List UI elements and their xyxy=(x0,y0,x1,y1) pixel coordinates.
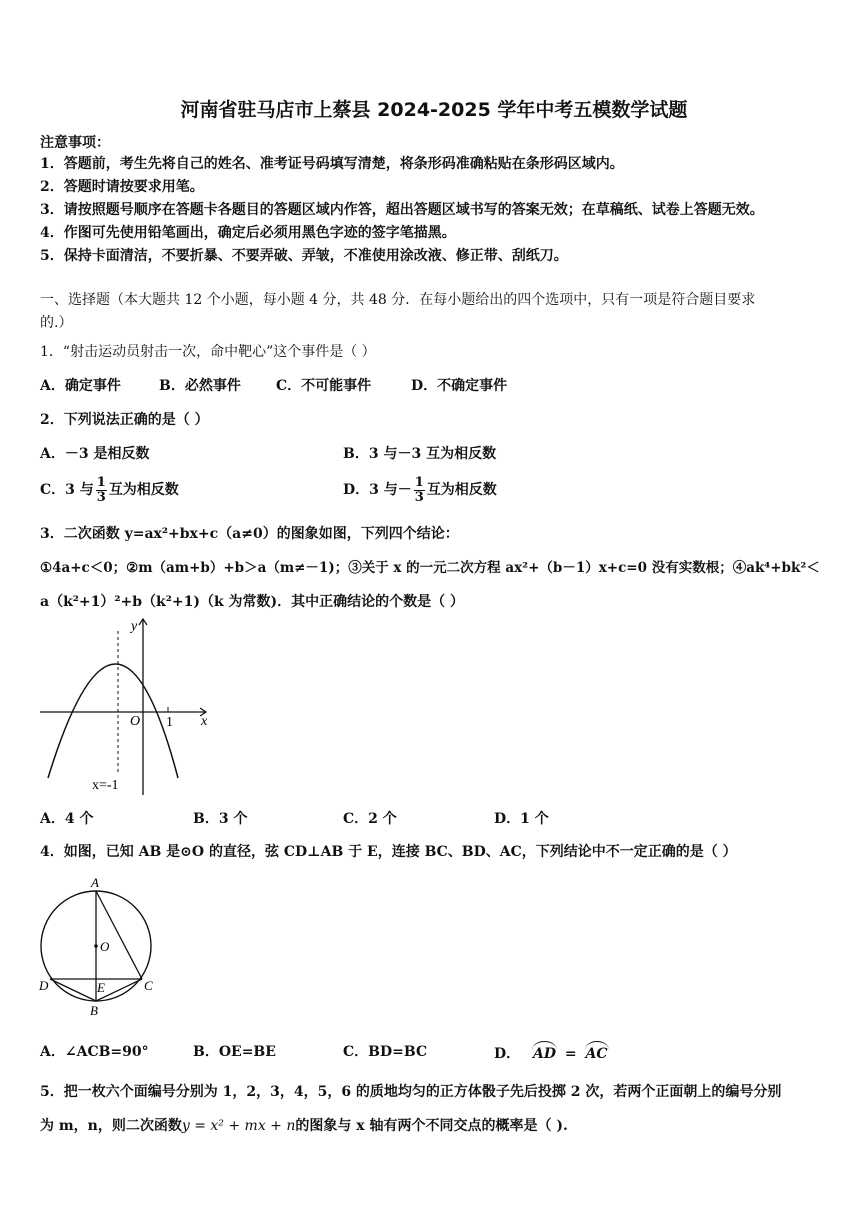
q3-option-a: A．4 个 xyxy=(40,811,94,827)
q1-option-a: A．确定事件 xyxy=(40,378,121,394)
origin-label: O xyxy=(130,714,141,729)
q5-text: 为 m，n，则二次函数 xyxy=(40,1118,182,1134)
q5-text-end: 的图象与 x 轴有两个不同交点的概率是（ ). xyxy=(295,1118,568,1134)
q1-option-b: B．必然事件 xyxy=(159,378,241,394)
fraction-denominator: 3 xyxy=(96,489,106,505)
q4-option-a: A．∠ACB=90° xyxy=(40,1044,149,1060)
q2-option-d-text: D．3 与－ xyxy=(343,482,412,498)
x-label: x xyxy=(201,714,208,729)
tick-label-one: 1 xyxy=(166,715,173,730)
q1-option-c: C．不可能事件 xyxy=(276,378,372,394)
note-item: 4．作图可先使用铅笔画出，确定后必须用黑色字迹的签字笔描黑。 xyxy=(40,225,456,241)
fraction-denominator: 3 xyxy=(414,489,424,505)
notes-heading: 注意事项： xyxy=(40,135,110,151)
question-3-stem-end: a（k²+1）²+b（k²+1)（k 为常数)．其中正确结论的个数是（ ） xyxy=(40,594,465,610)
label-a: A xyxy=(91,875,99,890)
q5-function: y = x² + mx + n xyxy=(181,1118,296,1134)
q2-option-c-text-end: 互为相反数 xyxy=(108,482,179,498)
arc-ad: AD xyxy=(533,1041,556,1063)
segment-bd xyxy=(50,979,96,1001)
arc-ac: AC xyxy=(586,1041,608,1063)
question-3-conclusions: ①4a+c＜0；②m（am+b）+b＞a（m≠－1)；③关于 x 的一元二次方程 ax²+（b－1）x+c=0 没有实数根；④ak⁴+bk²＜ xyxy=(40,560,820,576)
segment-ac xyxy=(96,891,142,979)
q2-option-c xyxy=(40,472,179,508)
label-e: E xyxy=(97,980,105,995)
center-point xyxy=(94,944,98,948)
label-b: B xyxy=(90,1003,98,1018)
q2-option-a: A．－3 是相反数 xyxy=(40,446,150,462)
note-item: 2．答题时请按要求用笔。 xyxy=(40,179,204,195)
q2-option-d-text-end: 互为相反数 xyxy=(426,482,497,498)
fraction-numerator: 1 xyxy=(96,474,106,490)
q4-option-d xyxy=(494,1041,608,1063)
q2-option-b: B．3 与－3 互为相反数 xyxy=(343,446,497,462)
question-2-stem: 2．下列说法正确的是（ ） xyxy=(40,412,209,428)
equals-sign: = xyxy=(564,1046,577,1062)
question-5-stem: 5．把一枚六个面编号分别为 1，2，3，4，5，6 的质地均匀的正方体骰子先后投掷 2 次，若两个正面朝上的编号分别 xyxy=(40,1084,782,1100)
section-heading: 一、选择题（本大题共 12 个小题，每小题 4 分，共 48 分．在每小题给出的四个选项中，只有一项是符合题目要求 xyxy=(40,292,756,308)
note-item: 3．请按照题号顺序在答题卡各题目的答题区域内作答，超出答题区域书写的答案无效；在草稿纸、试卷上答题无效。 xyxy=(40,202,764,218)
label-d: D xyxy=(39,978,49,993)
q3-option-d: D．1 个 xyxy=(494,811,549,827)
parabola-curve xyxy=(48,664,178,778)
note-item: 1．答题前，考生先将自己的姓名、准考证号码填写清楚，将条形码准确粘贴在条形码区域内。 xyxy=(40,156,624,172)
page-title: 河南省驻马店市上蔡县 2024-2025 学年中考五模数学试题 xyxy=(180,99,688,121)
q4-option-c: C．BD=BC xyxy=(343,1044,428,1060)
section-heading-cont: 的.） xyxy=(40,315,73,331)
label-o: O xyxy=(100,939,110,954)
fraction-numerator: 1 xyxy=(414,474,424,490)
parabola-graph xyxy=(38,615,218,800)
q3-option-b: B．3 个 xyxy=(193,811,248,827)
q1-option-d: D．不确定事件 xyxy=(411,378,508,394)
q2-option-d xyxy=(343,472,497,508)
circle-figure xyxy=(36,872,160,1020)
y-label: y xyxy=(131,619,138,634)
question-1-stem: 1．“射击运动员射击一次，命中靶心”这个事件是（ ） xyxy=(40,344,376,360)
q2-option-c-text: C．3 与 xyxy=(40,482,94,498)
q4-option-b: B．OE=BE xyxy=(193,1044,276,1060)
fraction xyxy=(96,476,107,505)
fraction xyxy=(414,476,425,505)
symmetry-label: x=-1 xyxy=(92,778,119,793)
label-c: C xyxy=(144,978,153,993)
q4-option-d-label: D． xyxy=(494,1046,521,1062)
question-5-stem-cont xyxy=(40,1117,568,1135)
note-item: 5．保持卡面清洁，不要折暴、不要弄破、弄皱，不准使用涂改液、修正带、刮纸刀。 xyxy=(40,248,568,264)
question-4-stem: 4．如图，已知 AB 是⊙O 的直径，弦 CD⊥AB 于 E，连接 BC、BD、AC，下列结论中不一定正确的是（ ） xyxy=(40,844,737,860)
question-3-stem: 3．二次函数 y=ax²+bx+c（a≠0）的图象如图，下列四个结论： xyxy=(40,526,459,542)
q3-option-c: C．2 个 xyxy=(343,811,397,827)
